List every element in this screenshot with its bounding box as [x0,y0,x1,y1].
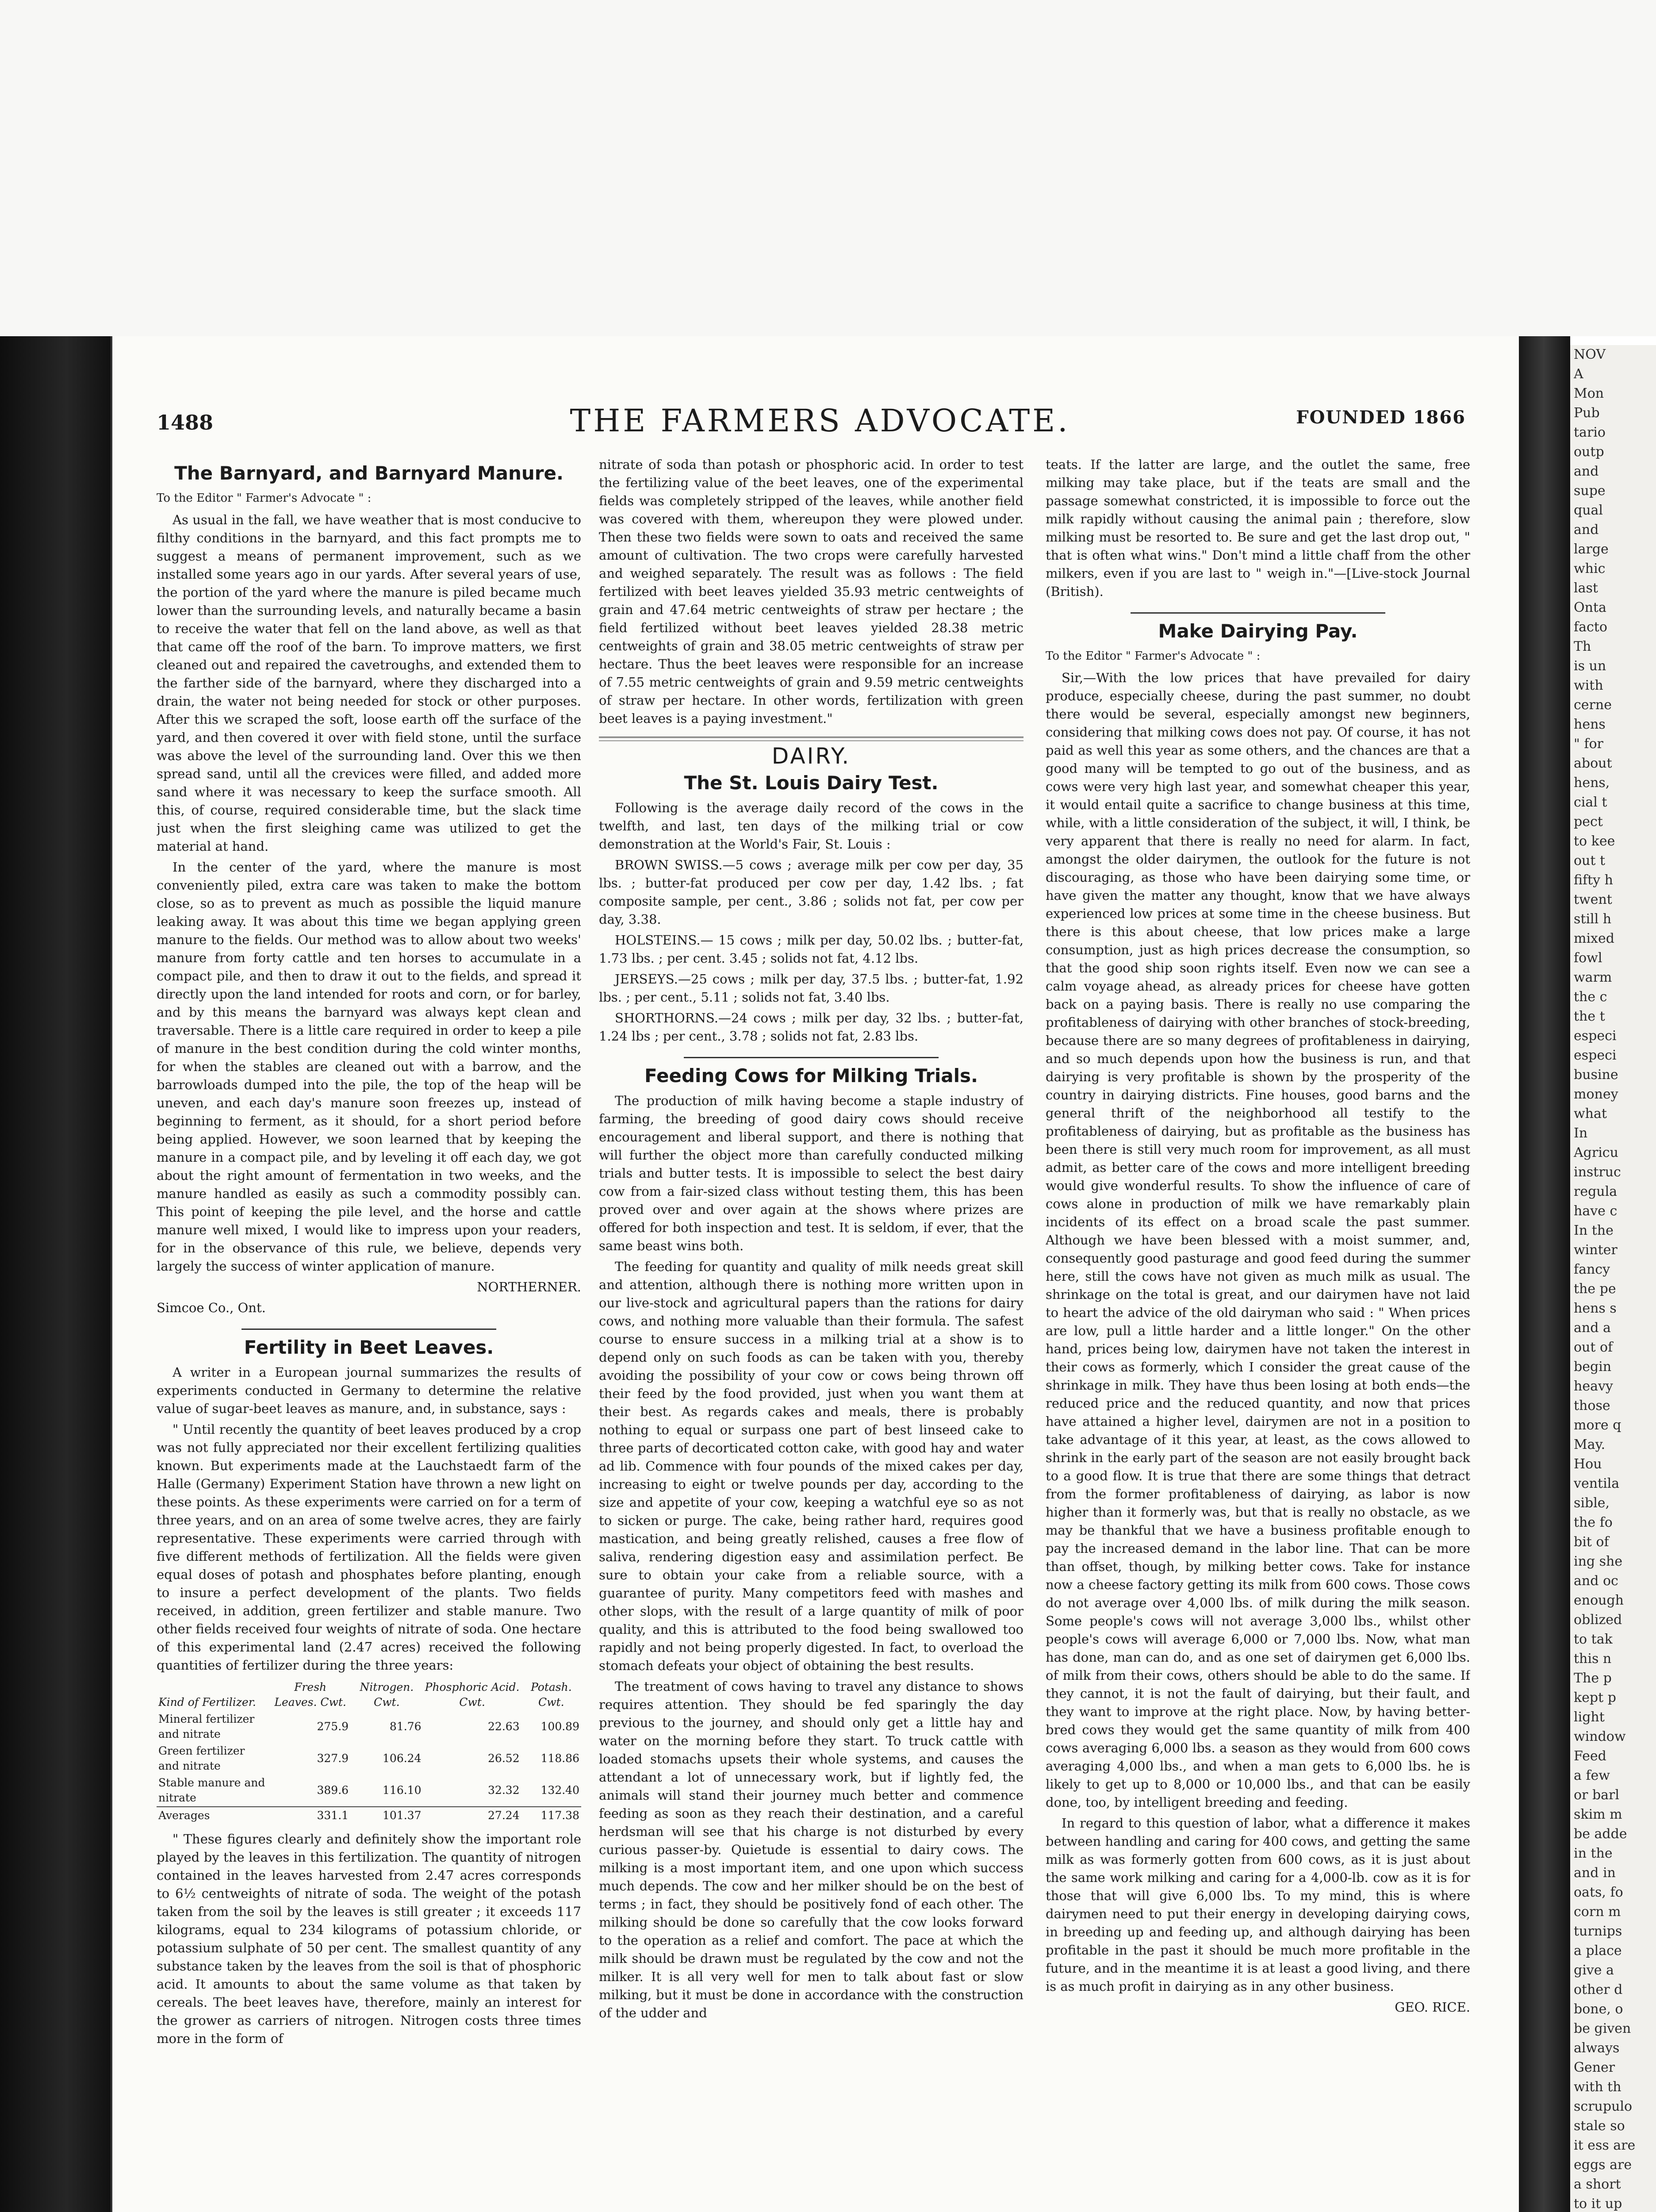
adjacent-page-text-fragment: in the [1574,1846,1613,1861]
dairy-record: JERSEYS.—25 cows ; milk per day, 37.5 lbs. ; butter-fat, 1.92 lbs. ; per cent., 5.11 ; solids not fat, 3.40 lbs. [599,972,1024,1005]
adjacent-page-text-fragment: and in [1574,1865,1616,1881]
table-row [157,1774,581,1807]
adjacent-page-text-fragment: a place [1574,1943,1622,1959]
article-title-fertility: Fertility in Beet Leaves. [244,1336,494,1358]
article-paragraph: teats. If the latter are large, and the outlet the same, free milking may take place, but if the teats are small and the passage somewhat constricted, it is impossible to force out the milk rapidly without causing the animal pain ; therefore, slow milking must be resorted to. Be sure and get the last drop out, " that is often what wins." Don't mind a little chaff from the other milkers, even if you are last to " weigh in."—[Live-stock Journal (British). [1046,457,1470,599]
founded-line: FOUNDED 1866 [1296,407,1466,428]
adjacent-page-text-fragment: NOV [1574,347,1606,362]
adjacent-page-text-fragment: qual [1574,503,1603,518]
adjacent-page-text-fragment: fowl [1574,950,1602,966]
adjacent-page-text-fragment: skim m [1574,1807,1622,1822]
article-title-st-louis: The St. Louis Dairy Test. [684,772,939,794]
dairy-record: HOLSTEINS.— 15 cows ; milk per day, 50.02 lbs. ; butter-fat, 1.73 lbs. ; per cent. 3.45 ; solids not fat, 4.12 lbs. [599,933,1024,966]
author-signature: GEO. RICE. [1395,2000,1470,2015]
adjacent-page-text-fragment: a few [1574,1768,1610,1783]
adjacent-page-text-fragment: supe [1574,483,1606,499]
adjacent-page-text-fragment: last [1574,580,1598,596]
table-cell: 22.63 [488,1720,520,1733]
table-cell: 117.38 [521,1807,581,1824]
table-cell: 116.10 [383,1784,422,1797]
table-cell: 275.9 [317,1720,349,1733]
page-number: 1488 [157,411,214,434]
adjacent-page-text-fragment: cial t [1574,795,1607,810]
adjacent-page-text-fragment: and [1574,522,1599,538]
article-paragraph: In regard to this question of labor, what a difference it makes between handling and caring for 400 cows, and getting the same milk as was formerly gotten from 600 cows, as it is just about the same work milking and caring for a 4,000-lb. cow as it is for those that will give 6,000 lbs. To my mind, this is where dairymen need to put their energy in developing dairying cows, in breeding up and feeding up, and although dairying has been profitable in the past it should be much more profitable in the future, and in the meantime it is at least a good living, and there is as much profit in dairying as in any other business. [1046,1816,1470,1994]
adjacent-page-text-fragment: hens [1574,717,1606,732]
table-cell: 81.76 [389,1720,422,1733]
adjacent-page-text-fragment: May. [1574,1437,1606,1452]
author-place: Simcoe Co., Ont. [157,1300,266,1315]
table-cell: Averages [157,1807,270,1824]
adjacent-page-text-fragment: bone, o [1574,2001,1623,2017]
adjacent-page-text-fragment: with [1574,678,1603,693]
column-1 [157,456,581,2212]
table-header: Phosphoric Acid. Cwt. [425,1681,520,1709]
adjacent-page-text-fragment: to tak [1574,1632,1613,1647]
adjacent-page-text-fragment: have c [1574,1203,1618,1219]
table-row-average [157,1807,581,1824]
article-paragraph: The production of milk having become a staple industry of farming, the breeding of good dairy cows should receive encouragement and liberal support, and there is nothing that will further the object more than carefully conducted milking trials and butter tests. It is impossible to select the best dairy cow from a fair-sized class without testing them, this has been proved over and over again at the shows where prizes are offered for both inspection and test. It is seldom, if ever, that the same beast wins both. [599,1093,1024,1253]
table-cell: 327.9 [317,1752,349,1765]
table-cell: 100.89 [540,1720,579,1733]
adjacent-page-text-fragment: ventila [1574,1476,1620,1491]
adjacent-page-text-fragment: or barl [1574,1787,1619,1803]
adjacent-page-text-fragment: is un [1574,658,1606,674]
scan-left-film-edge [0,336,111,2212]
newspaper-page [111,336,1519,2212]
table-cell: 27.24 [423,1807,521,1824]
adjacent-page-text-fragment: stale so [1574,2118,1625,2134]
table-row [157,1743,581,1774]
table-cell: 331.1 [270,1807,350,1824]
adjacent-page-text-fragment: In [1574,1125,1588,1141]
adjacent-page-text-fragment: out of [1574,1340,1613,1355]
adjacent-page-text-fragment: money [1574,1087,1618,1102]
dairy-record: SHORTHORNS.—24 cows ; milk per day, 32 lbs. ; butter-fat, 1.24 lbs ; per cent., 3.78 ; solids not fat, 2.83 lbs. [599,1010,1024,1044]
adjacent-page-text-fragment: whic [1574,561,1606,576]
adjacent-page-text-fragment: kept p [1574,1690,1616,1705]
section-divider [242,1329,496,1330]
adjacent-page-text-fragment: bit of [1574,1534,1609,1550]
editor-salutation: To the Editor " Farmer's Advocate " : [157,492,372,505]
adjacent-page-text-fragment: be given [1574,2021,1631,2036]
table-cell: 26.52 [488,1752,520,1765]
section-divider [599,737,1024,741]
article-paragraph: nitrate of soda than potash or phosphoric acid. In order to test the fertilizing value of the beet leaves, one of the experimental fields was completely stripped of the leaves, while another field was covered with them, whereupon they were plowed under. Then these two fields were sown to oats and received the same amount of cultivation. The two crops were carefully harvested and weighed separately. The result was as follows : The field fertilized with beet leaves yielded 35.93 metric centweights of grain and 47.64 metric centweights of straw per hectare ; the field fertilized without beet leaves yielded 28.38 metric centweights of grain and 38.05 metric centweights of straw per hectare. Thus the beet leaves were responsible for an increase of 7.55 metric centweights of grain and 9.59 metric centweights of straw per hectare. In other words, fertilization with green beet leaves is a paying investment." [599,457,1024,726]
adjacent-page-text-fragment: to it up [1574,2196,1622,2212]
adjacent-page-text-fragment: hens, [1574,775,1610,791]
article-title-make-dairying-pay: Make Dairying Pay. [1158,620,1358,642]
adjacent-page-text-fragment: the pe [1574,1281,1616,1297]
table-cell: 32.32 [488,1784,520,1797]
adjacent-page-text-fragment: oblized [1574,1612,1622,1628]
column-3 [1046,456,1470,2212]
adjacent-page-text-fragment: it ess are [1574,2138,1636,2153]
article-paragraph: A writer in a European journal summarizes the results of experiments conducted in Germany to determine the relative value of sugar-beet leaves as manure, and, in substance, says : [157,1365,581,1416]
dairy-record: BROWN SWISS.—5 cows ; average milk per cow per day, 35 lbs. ; butter-fat produced per cow per day, 1.42 lbs. ; fat composite sample, per cent., 3.86 ; solids not fat, per cow per day, 3.38. [599,857,1024,927]
adjacent-page-text-fragment: begin [1574,1359,1612,1375]
adjacent-page-text-fragment: with th [1574,2079,1622,2095]
adjacent-page-text-fragment: Feed [1574,1748,1606,1764]
table-cell: 132.40 [540,1784,579,1797]
article-paragraph: Sir,—With the low prices that have prevailed for dairy produce, especially cheese, during the past summer, no doubt there would be several, especially amongst new beginners, considering that milking cows does not pay. Of course, it has not paid as well this year as some others, and the chances are that a good many will be tempted to go out of the business, and as cows were very high last year, and somewhat cheaper this year, it would entail quite a sacrifice to change business at this time, while, with a little consideration of the subject, it will, I think, be very apparent that there is really no need for alarm. In fact, amongst the older dairymen, the outlook for the future is not discouraging, as those who have been dairying some time, or have given the matter any thought, know that we have always experienced low prices at some time in the cheese business. But there is this about cheese, that low prices make a large consumption, just as high prices decrease the consumption, so that the good ship soon rights itself. Even now we can see a calm voyage ahead, as already prices for cheese have gotten back on a paying basis. There is really no use comparing the profitableness of dairying with other branches of stock-breeding, because there are so many degrees of profitableness in dairying, and so much depends upon how the business is run, and that dairying is very profitable is shown by the prosperity of the country in dairying districts. Fine houses, good barns and the general thrift of the neighborhood all testify to the profitableness of dairying, but as profitable as the business has been there is still very much room for improvement, as all must admit, as better care of the cows and more intelligent breeding would give wonderful results. To show the influence of care of cows alone in production of milk we have remarkably plain incidents of its effect on a broad scale the past summer. Although we have been blessed with a moist summer, and, consequently good pasturage and good feed during the summer here, still the cows have not given as much milk as usual. The shrinkage on the total is great, and our dairymen have not laid to heart the advice of the old dairyman who said : " When prices are low, pull a little harder and a little longer." On the other hand, prices being low, dairymen have not taken the interest in their cows as formerly, which I consider the great cause of the shrinkage in milk. They have thus been losing at both ends—the reduced price and the reduced quantity, and now that prices have attained a higher level, dairymen are not in a position to take advantage of it this year, at least, as the cows allowed to shrink in the early part of the season are not easily brought back to a good flow. It is true that there are some things that detract from the former profitableness of dairying, as labor is now higher than it formerly was, but that is really no obstacle, as we may be thankful that we have a business profitable enough to pay the increased demand in the labor line. That can be more than offset, though, by milking better cows. Take for instance now a cheese factory getting its milk from 600 cows. Those cows do not average over 4,000 lbs. of milk during the milk season. Some people's cows will not average 3,000 lbs., whilst other people's cows will average 6,000 or 7,000 lbs. Now, what man has done, man can do, and as one set of dairymen get 6,000 lbs. of milk from their cows, others should be able to do the same. If they cannot, it is not the fault of dairying, but their fault, and they want to improve at the right place. Now, by having better-bred cows they would get the same quantity of milk from 400 cows averaging 6,000 lbs. a season as they would from 600 cows averaging 4,000 lbs., and when a man gets to 6,000 lbs. he is likely to get up to 8,000 or 10,000 lbs., and that can be easily done, too, by intelligent breeding and feeding. [1046,670,1470,1810]
adjacent-page-text-fragment: instruc [1574,1164,1621,1180]
adjacent-page-text-fragment: tario [1574,425,1606,440]
table-cell: 106.24 [383,1752,422,1765]
table-row [157,1711,581,1743]
adjacent-page-text-fragment: give a [1574,1962,1614,1978]
adjacent-page-text-fragment: fancy [1574,1262,1610,1277]
adjacent-page-text-fragment: ing she [1574,1554,1623,1569]
adjacent-page-text-fragment: " for [1574,736,1603,752]
fertilizer-table [157,1679,581,1824]
adjacent-page-text-fragment: and oc [1574,1573,1618,1589]
adjacent-page-text-fragment: pect [1574,814,1603,830]
adjacent-page-text-fragment: mixed [1574,931,1614,946]
adjacent-page-fragment [1570,345,1656,2212]
adjacent-page-text-fragment: warm [1574,970,1612,985]
article-paragraph: " Until recently the quantity of beet leaves produced by a crop was not fully appreciated nor their excellent fertilizing qualities known. But experiments made at the Lauchstaedt farm of the Halle (Germany) Experiment Station have thrown a new light on these points. As these experiments were carried on for a term of three years, and on an area of some twelve acres, they are fairly representative. These experiments were carried through with five different methods of fertilization. All the fields were given equal doses of potash and phosphates before planting, enough to insure a perfect development of the plants. Two fields received, in addition, green fertilizer and stable manure. Two other fields received four weights of nitrate of soda. One hectare of this experimental land (2.47 acres) received the following quantities of fertilizer during the three years: [157,1422,581,1673]
adjacent-page-text-fragment: those [1574,1398,1610,1413]
adjacent-page-text-fragment: regula [1574,1184,1618,1199]
adjacent-page-text-fragment: scrupulo [1574,2099,1633,2114]
table-cell: 118.86 [540,1752,579,1765]
section-divider [1131,612,1385,614]
author-signature: NORTHERNER. [477,1279,581,1294]
article-paragraph: " These figures clearly and definitely show the important role played by the leaves in this fertilization. The quantity of nitrogen contained in the leaves harvested from 2.47 acres corresponds to 6½ centweights of nitrate of soda. The weight of the potash taken from the soil by the leaves is still greater ; it exceeds 117 kilograms, equal to 234 kilograms of potassium chloride, or potassium sulphate of 50 per cent. The smallest quantity of any substance taken by the leaves from the soil is that of phosphoric acid. It amounts to about the same volume as that taken by cereals. The beet leaves have, therefore, mainly an interest for the grower as carriers of nitrogen. Nitrogen costs three times more in the form of [157,1832,581,2046]
adjacent-page-text-fragment: enough [1574,1593,1624,1608]
adjacent-page-text-fragment: hens s [1574,1301,1617,1316]
adjacent-page-text-fragment: Gener [1574,2060,1615,2075]
table-cell: 389.6 [317,1784,349,1797]
adjacent-page-text-fragment: other d [1574,1982,1623,1997]
adjacent-page-text-fragment: A [1574,366,1583,382]
adjacent-page-text-fragment: cerne [1574,697,1612,713]
adjacent-page-text-fragment: Pub [1574,405,1600,421]
article-paragraph: In the center of the yard, where the manure is most conveniently piled, extra care was taken to make the bottom close, so as to prevent as much as possible the liquid manure leaking away. It was about this time we began applying green manure to the fields. Our method was to allow about two weeks' manure from forty cattle and ten horses to accumulate in a compact pile, and then to draw it out to the fields, and spread it directly upon the land intended for roots and corn, or for barley, and by this means the barnyard was always kept clean and traversable. There is a little care required in order to keep a pile of manure in the best condition during the cold winter months, for when the stables are cleaned out with a barrow, and the barrowloads dumped into the pile, the top of the heap will be uneven, and each day's manure soon freezes up, instead of beginning to ferment, as it should, for a short period before being applied. However, we soon learned that by keeping the manure in a compact pile, and by leveling it off each day, we got about the right amount of fermentation in two weeks, and the manure handled as easily as such a commodity possibly can. This point of keeping the pile level, and the horse and cattle manure well mixed, I would like to impress upon your readers, for in the observance of this rule, we believe, depends very largely the success of winter application of manure. [157,860,581,1274]
table-header: Kind of Fertilizer. [158,1696,256,1709]
adjacent-page-text-fragment: sible, [1574,1495,1610,1511]
column-2 [599,456,1024,2212]
adjacent-page-text-fragment: to kee [1574,833,1615,849]
table-cell: Mineral fertilizer and nitrate [158,1713,255,1740]
table-header: Fresh Leaves. Cwt. [274,1681,346,1709]
adjacent-page-text-fragment: this n [1574,1651,1612,1667]
adjacent-page-text-fragment: Onta [1574,600,1606,615]
adjacent-page-text-fragment: Agricu [1574,1145,1618,1160]
adjacent-page-text-fragment: busine [1574,1067,1618,1083]
page-header [157,403,1484,438]
table-header: Potash. Cwt. [530,1681,572,1709]
adjacent-page-text-fragment: the fo [1574,1515,1613,1530]
editor-salutation: To the Editor " Farmer's Advocate " : [1046,649,1261,663]
article-title-barnyard: The Barnyard, and Barnyard Manure. [174,462,564,484]
adjacent-page-text-fragment: turnips [1574,1924,1622,1939]
adjacent-page-text-fragment: still h [1574,911,1612,927]
section-heading-dairy: DAIRY. [771,743,851,769]
adjacent-page-text-fragment: light [1574,1709,1605,1725]
table-cell: Stable manure and nitrate [158,1776,265,1804]
adjacent-page-text-fragment: winter [1574,1242,1618,1258]
adjacent-page-text-fragment: heavy [1574,1379,1613,1394]
adjacent-page-text-fragment: the c [1574,989,1607,1005]
adjacent-page-text-fragment: Hou [1574,1456,1602,1472]
adjacent-page-text-fragment: always [1574,2040,1620,2056]
section-divider [684,1057,939,1058]
adjacent-page-text-fragment: outp [1574,444,1604,460]
masthead: THE FARMERS ADVOCATE. [570,403,1070,439]
adjacent-page-text-fragment: what [1574,1106,1607,1121]
adjacent-page-text-fragment: twent [1574,892,1612,907]
adjacent-page-text-fragment: the t [1574,1009,1605,1024]
adjacent-page-text-fragment: In the [1574,1223,1614,1238]
adjacent-page-text-fragment: facto [1574,619,1607,635]
table-cell: 101.37 [350,1807,423,1824]
adjacent-page-text-fragment: out t [1574,853,1606,868]
adjacent-page-text-fragment: Th [1574,639,1591,654]
article-paragraph: The treatment of cows having to travel any distance to shows requires attention. They should be fed sparingly the day previous to the journey, and should only get a little hay and water on the morning before they start. To truck cattle with loaded stomachs upsets their whole systems, and causes the attendant a lot of unnecessary work, but if lightly fed, the animals will stand their journey much better and commence feeding as soon as they reach their destination, and a careful herdsman will see that his charge is not disturbed by every curious passer-by. Quietude is essential to dairy cows. The milking is a most important item, and one upon which success much depends. The cow and her milker should be on the best of terms ; in fact, they should be positively fond of each other. The milking should be done so carefully that the cow looks forward to the operation as a relief and comfort. The pace at which the milk should be drawn must be regulated by the cow and not the milker. It is all very well for men to talk about fast or slow milking, but it must be done in accordance with the construction of the udder and [599,1679,1024,2020]
adjacent-page-text-fragment: The p [1574,1671,1612,1686]
adjacent-page-text-fragment: large [1574,541,1609,557]
adjacent-page-text-fragment: about [1574,756,1612,771]
scan-top-margin [0,0,1656,336]
adjacent-page-text-fragment: a short [1574,2177,1621,2192]
adjacent-page-text-fragment: window [1574,1729,1626,1744]
adjacent-page-text-fragment: eggs are [1574,2157,1632,2173]
table-header: Nitrogen. Cwt. [360,1681,414,1709]
adjacent-page-text-fragment: more q [1574,1417,1622,1433]
adjacent-page-text-fragment: oats, fo [1574,1885,1623,1900]
adjacent-page-text-fragment: Mon [1574,386,1604,401]
adjacent-page-text-fragment: and a [1574,1320,1611,1336]
article-title-feeding: Feeding Cows for Milking Trials. [644,1065,978,1087]
adjacent-page-text-fragment: be adde [1574,1826,1627,1842]
adjacent-page-text-fragment: especi [1574,1048,1617,1063]
scan-gutter-bar [1517,336,1570,2212]
adjacent-page-text-fragment: fifty h [1574,872,1613,888]
article-paragraph: Following is the average daily record of the cows in the twelfth, and last, ten days of the milking trial or cow demonstration at the World's Fair, St. Louis : [599,800,1024,852]
adjacent-page-text-fragment: especi [1574,1028,1617,1044]
article-paragraph: As usual in the fall, we have weather that is most conducive to filthy conditions in the barnyard, and this fact prompts me to suggest a means of permanent improvement, such as we installed some years ago in our yards. After several years of use, the portion of the yard where the manure is piled became much lower than the surrounding levels, and naturally became a basin to receive the water that fell on the land above, as well as that that came off the roof of the barn. To improve matters, we first cleaned out and repaired the cavetroughs, and extended them to the farther side of the barnyard, where they discharged into a drain, the water not being needed for stock or other purposes. After this we scraped the soft, loose earth off the surface of the yard, and then covered it over with field stone, until the surface was above the level of the surrounding land. Over this we then spread sand, until all the crevices were filled, and added more sand where it was necessary to keep the surface smooth. All this, of course, required considerable time, but the slack time just when the first sleighing came was utilized to get the material at hand. [157,512,581,854]
adjacent-page-text-fragment: corn m [1574,1904,1621,1920]
table-cell: Green fertilizer and nitrate [158,1744,245,1772]
article-paragraph: The feeding for quantity and quality of milk needs great skill and attention, although there is nothing more written upon in our live-stock and agricultural papers than the rations for dairy cows, and nothing more valuable than their formula. The safest course to ensure success in a milking trial at a show is to depend only on such foods as can be taken with you, thereby avoiding the possibility of your cow or cows being thrown off their feed by the food provided, just when you want them at their best. As regards cakes and meals, there is probably nothing to equal or surpass one part of best linseed cake to three parts of decorticated cotton cake, with good hay and water ad lib. Commence with four pounds of the mixed cakes per day, increasing to eight or twelve pounds per day, according to the size and appetite of your cow, keeping a watchful eye so as not to sicken or purge. The cake, being rather hard, requires good mastication, and being greatly relished, causes a free flow of saliva, rendering digestion easy and assimilation perfect. Be sure to obtain your cake from a reliable source, with a guarantee of purity. Many competitors feed with mashes and other slops, with the result of a large quantity of milk of poor quality, and this is attributed to the food being swallowed too rapidly and not being properly digested. In fact, to overload the stomach defeats your object of obtaining the best results. [599,1259,1024,1673]
adjacent-page-text-fragment: and [1574,464,1599,479]
